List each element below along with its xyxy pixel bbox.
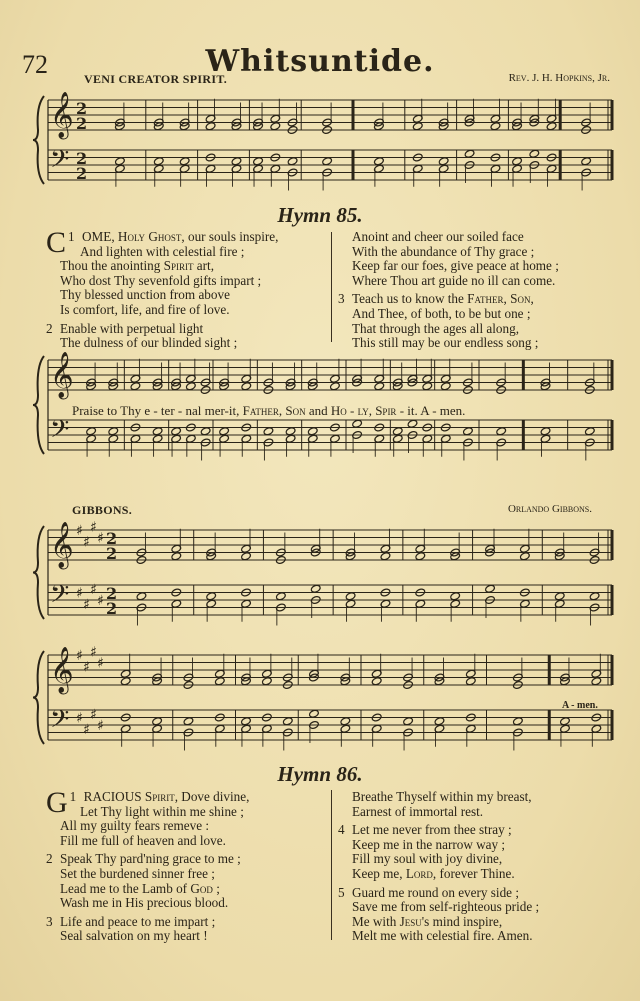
verse-text: This still may be our endless song ; bbox=[352, 335, 539, 351]
verse-line bbox=[46, 819, 326, 834]
svg-text:𝄢: 𝄢 bbox=[50, 705, 70, 740]
verse-text: Fill my soul with joy divine, bbox=[352, 851, 503, 867]
hymn-85-title: Hymn 85. bbox=[277, 203, 363, 227]
svg-text:♯: ♯ bbox=[76, 585, 83, 602]
verse-text: Is comfort, life, and fire of love. bbox=[60, 301, 230, 317]
verse-text: Thy blessed unction from above bbox=[60, 287, 230, 303]
verse-line bbox=[338, 929, 628, 944]
verse-text: Set the burdened sinner free ; bbox=[60, 865, 215, 881]
svg-text:2: 2 bbox=[106, 544, 118, 563]
verse-line bbox=[338, 230, 628, 245]
verse-line bbox=[338, 805, 628, 820]
verse-text: OME, Holy Ghost, our souls inspire, bbox=[82, 229, 279, 244]
page-number: 72 bbox=[22, 50, 48, 79]
svg-text:2: 2 bbox=[76, 114, 88, 133]
verse-text: Anoint and cheer our soiled face bbox=[352, 229, 524, 244]
verse-text: Enable with perpetual light bbox=[60, 320, 204, 336]
svg-text:𝄞: 𝄞 bbox=[50, 647, 74, 693]
svg-text:♯: ♯ bbox=[90, 644, 97, 661]
amen-label: A - men. bbox=[562, 700, 598, 711]
verse-text: Seal salvation on my heart ! bbox=[60, 928, 208, 944]
svg-text:2: 2 bbox=[106, 529, 118, 548]
svg-text:♯: ♯ bbox=[76, 710, 83, 727]
verse-text: Let Thy light within me shine ; bbox=[80, 803, 244, 819]
verse-line bbox=[46, 929, 326, 944]
verse-line bbox=[46, 303, 326, 318]
hymn-86-right-column bbox=[338, 790, 628, 944]
svg-text:2: 2 bbox=[76, 164, 88, 183]
verse-text: Breathe Thyself within my breast, bbox=[352, 789, 532, 804]
verse-text: Me with Jesu's mind inspire, bbox=[352, 913, 503, 929]
tune-name-veni-creator: VENI CREATOR SPIRIT. bbox=[84, 72, 228, 86]
svg-text:♯: ♯ bbox=[90, 706, 97, 723]
svg-text:2: 2 bbox=[76, 149, 88, 168]
verse-text: Keep me, Lord, forever Thine. bbox=[352, 865, 515, 881]
verse-line bbox=[338, 852, 628, 867]
verse-number: 2 bbox=[46, 320, 53, 336]
svg-text:♯: ♯ bbox=[83, 659, 90, 676]
verse-line bbox=[46, 882, 326, 897]
verse-line bbox=[338, 307, 628, 322]
verse-line bbox=[46, 274, 326, 289]
verse-text: And lighten with celestial fire ; bbox=[80, 243, 245, 259]
svg-text:𝄞: 𝄞 bbox=[50, 522, 74, 568]
svg-text:♯: ♯ bbox=[83, 721, 90, 738]
verse-text: RACIOUS Spirit, Dove divine, bbox=[83, 789, 250, 804]
staff-lyric-line: Praise to Thy e - ter - nal mer-it, Father, Son and Ho - ly, Spir - it. A - men. bbox=[72, 403, 466, 418]
verse-line bbox=[46, 852, 326, 867]
verse-text: Guard me round on every side ; bbox=[352, 884, 519, 900]
svg-text:♯: ♯ bbox=[90, 519, 97, 536]
verse-text: Fill me full of heaven and love. bbox=[60, 832, 226, 848]
hymn-86-left-column bbox=[46, 786, 326, 944]
verse-line bbox=[338, 274, 628, 289]
verse-text: Teach us to know the Father, Son, bbox=[352, 291, 534, 307]
svg-text:♯: ♯ bbox=[97, 593, 104, 609]
verse-text: The dulness of our blinded sight ; bbox=[60, 335, 238, 351]
verse-line bbox=[338, 336, 628, 351]
verse-line bbox=[46, 896, 326, 911]
svg-text:𝄞: 𝄞 bbox=[50, 92, 74, 138]
verse-line bbox=[338, 886, 628, 901]
column-divider bbox=[331, 790, 332, 940]
hymn-85-right-column bbox=[338, 230, 628, 351]
verse-line bbox=[46, 245, 326, 260]
svg-text:2: 2 bbox=[106, 584, 118, 603]
verse-text: Save me from self-righteous pride ; bbox=[352, 899, 540, 915]
verse-number: 4 bbox=[338, 822, 345, 838]
svg-text:𝄢: 𝄢 bbox=[50, 580, 70, 615]
svg-text:♯: ♯ bbox=[76, 648, 83, 664]
verse-line bbox=[46, 805, 326, 820]
svg-text:♯: ♯ bbox=[83, 596, 90, 613]
verse-line bbox=[338, 823, 628, 838]
verse-text: Melt me with celestial fire. Amen. bbox=[352, 928, 533, 944]
verse-text: Wash me in His precious blood. bbox=[60, 895, 229, 911]
verse-text: Earnest of immortal rest. bbox=[352, 803, 484, 819]
verse-number: 1 bbox=[69, 789, 77, 804]
column-divider bbox=[331, 232, 332, 342]
verse-number: 3 bbox=[46, 913, 53, 929]
verse-text: Life and peace to me impart ; bbox=[60, 913, 216, 929]
verse-line bbox=[338, 245, 628, 260]
verse-text: Who dost Thy sevenfold gifts impart ; bbox=[60, 272, 262, 288]
verse-text: And Thee, of both, to be but one ; bbox=[352, 305, 531, 321]
svg-text:2: 2 bbox=[76, 99, 88, 118]
drop-cap: C bbox=[46, 226, 67, 259]
verse-line bbox=[338, 790, 628, 805]
verse-line bbox=[46, 867, 326, 882]
verse-text: Keep far our foes, give peace at home ; bbox=[352, 258, 559, 274]
verse-text: Lead me to the Lamb of God ; bbox=[60, 880, 220, 896]
verse-text: With the abundance of Thy grace ; bbox=[352, 243, 535, 259]
svg-text:♯: ♯ bbox=[83, 534, 90, 551]
svg-text:2: 2 bbox=[106, 599, 118, 618]
verse-line bbox=[338, 900, 628, 915]
verse-line bbox=[46, 834, 326, 849]
verse-text: Speak Thy pard'ning grace to me ; bbox=[60, 851, 241, 867]
verse-line bbox=[338, 915, 628, 930]
composer-hopkins: Rev. J. H. Hopkins, Jr. bbox=[508, 72, 610, 84]
tune-name-gibbons: GIBBONS. bbox=[72, 503, 133, 517]
verse-number: 3 bbox=[338, 291, 345, 307]
verse-text: Let me never from thee stray ; bbox=[352, 822, 512, 838]
verse-text: That through the ages all along, bbox=[352, 320, 519, 336]
verse-text: All my guilty fears remeve : bbox=[60, 818, 210, 834]
running-head: Whitsuntide. bbox=[205, 44, 435, 79]
hymn-85-left-column bbox=[46, 226, 326, 351]
svg-text:𝄢: 𝄢 bbox=[50, 415, 70, 450]
verse-line bbox=[338, 292, 628, 307]
verse-line bbox=[46, 288, 326, 303]
hymn-86-title: Hymn 86. bbox=[277, 762, 363, 786]
svg-text:♯: ♯ bbox=[97, 655, 104, 672]
svg-text:𝄢: 𝄢 bbox=[50, 145, 70, 180]
verse-text: Where Thou art guide no ill can come. bbox=[352, 272, 556, 288]
verse-text: Keep me in the narrow way ; bbox=[352, 836, 506, 852]
verse-line bbox=[338, 838, 628, 853]
svg-text:𝄞: 𝄞 bbox=[50, 352, 74, 398]
drop-cap: G bbox=[46, 786, 68, 819]
svg-text:♯: ♯ bbox=[90, 581, 97, 598]
verse-line bbox=[338, 259, 628, 274]
verse-line bbox=[46, 915, 326, 930]
svg-text:♯: ♯ bbox=[97, 718, 104, 734]
verse-line bbox=[46, 336, 326, 351]
composer-gibbons: Orlando Gibbons. bbox=[507, 503, 592, 515]
verse-text: Thou the anointing Spirit art, bbox=[60, 258, 215, 274]
svg-text:♯: ♯ bbox=[76, 523, 83, 539]
verse-number: 5 bbox=[338, 884, 345, 900]
verse-number: 1 bbox=[68, 229, 75, 244]
verse-line bbox=[338, 867, 628, 882]
verse-number: 2 bbox=[46, 851, 53, 867]
verse-line bbox=[46, 322, 326, 337]
svg-text:♯: ♯ bbox=[97, 530, 104, 547]
verse-line bbox=[46, 259, 326, 274]
verse-line bbox=[338, 322, 628, 337]
